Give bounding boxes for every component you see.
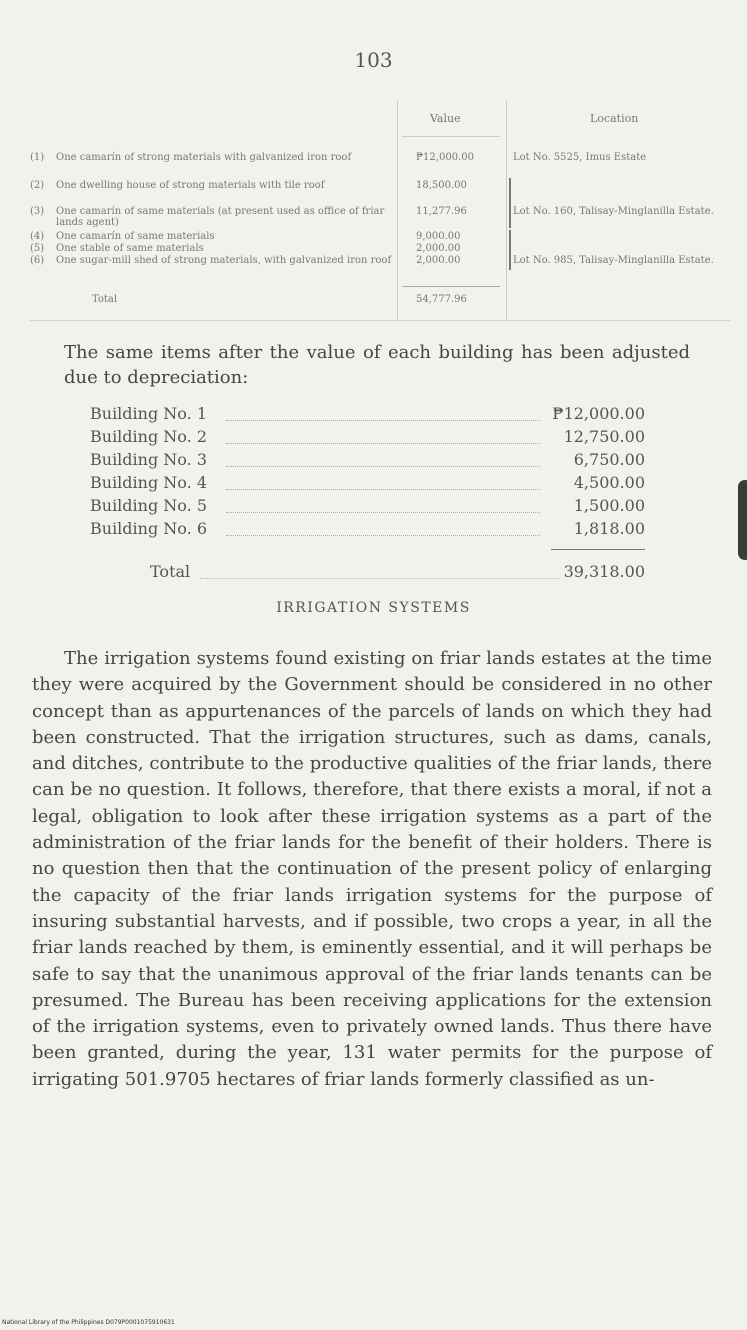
table-divider (506, 100, 507, 320)
row-location: Lot No. 160, Talisay-Minglanilla Estate. (513, 206, 714, 217)
building-amount: 1,500.00 (573, 496, 645, 515)
row-value: 2,000.00 (416, 255, 461, 266)
total-rule (402, 286, 500, 287)
buildings-total-amount: 39,318.00 (563, 562, 645, 581)
row-value: 11,277.96 (416, 206, 467, 217)
row-value: 18,500.00 (416, 180, 467, 191)
building-label: Building No. 4 (90, 473, 207, 492)
dot-leader (226, 466, 540, 467)
scan-footer: National Library of the Philippines D079P0001075910631 (2, 1319, 175, 1326)
row-value: 2,000.00 (416, 243, 461, 254)
row-number: (2) (30, 180, 45, 191)
row-value: 9,000.00 (416, 231, 461, 242)
row-location: Lot No. 5525, Imus Estate (513, 152, 647, 163)
dot-leader (226, 489, 540, 490)
building-row (90, 427, 645, 451)
row-number: (6) (30, 255, 45, 266)
body-paragraph: The irrigation systems found existing on friar lands estates at the time they were acquired by the Government should be considered in no other concept than as appurtenances of the parcels of lands on which they had been constructed. That the irrigation structures, such as dams, canals, and ditches, contribute to the productive qualities of the friar lands, there can be no question. It follows, therefore, that there exists a moral, if not a legal, obligation to look after these irrigation systems as a part of the administration of the friar lands for the benefit of their holders. There is no question then that the continuation of the present policy of enlarging the capacity of the friar lands irrigation systems for the purpose of insuring substantial harvests, and if possible, two crops a year, in all the friar lands reached by them, is eminently essential, and it will perhaps be safe to say that the unanimous approval of the friar lands tenants can be presumed. The Bureau has been receiving applications for the extension of the irrigation systems, even to privately owned lands. Thus there have been granted, during the year, 131 water permits for the purpose of irrigating 501.9705 hectares of friar lands formerly classified as un- (32, 648, 712, 1090)
buildings-total-row (150, 562, 645, 586)
row-description: One sugar-mill shed of strong materials, with galvanized iron roof (56, 255, 392, 266)
bracket (509, 178, 511, 228)
sum-rule (551, 549, 645, 550)
dot-leader (226, 512, 540, 513)
table-total-value: 54,777.96 (416, 294, 467, 305)
building-label: Building No. 1 (90, 404, 207, 423)
building-row (90, 473, 645, 497)
building-row (90, 519, 645, 543)
row-description: One camarín of same materials (at present used as office of friar lands agent) (56, 206, 385, 228)
building-amount: 1,818.00 (573, 519, 645, 538)
scan-artifact (738, 480, 747, 560)
building-amount: 12,750.00 (563, 427, 645, 446)
column-header-value: Value (430, 112, 461, 125)
row-number: (1) (30, 152, 45, 163)
building-row (90, 450, 645, 474)
building-row (90, 404, 645, 428)
building-amount: ₱12,000.00 (552, 404, 645, 423)
bracket (509, 230, 511, 270)
row-value: ₱12,000.00 (416, 152, 474, 163)
section-heading: IRRIGATION SYSTEMS (276, 600, 471, 616)
table-bottom-rule (30, 320, 730, 321)
building-row (90, 496, 645, 520)
dot-leader (226, 443, 540, 444)
dot-leader (200, 578, 560, 579)
building-amount: 4,500.00 (573, 473, 645, 492)
row-location: Lot No. 985, Talisay-Minglanilla Estate. (513, 255, 714, 266)
intro-text: The same items after the value of each building has been adjusted due to depreciation: (64, 342, 690, 388)
row-number: (5) (30, 243, 45, 254)
row-description: One camarín of same materials (56, 231, 215, 242)
building-label: Building No. 3 (90, 450, 207, 469)
table-total-label: Total (92, 294, 118, 305)
building-label: Building No. 2 (90, 427, 207, 446)
dot-leader (226, 420, 540, 421)
row-description: One camarín of strong materials with galvanized iron roof (56, 152, 352, 163)
page-number: 103 (354, 48, 393, 72)
column-header-location: Location (590, 112, 639, 125)
buildings-total-label: Total (150, 562, 191, 581)
header-rule (402, 136, 500, 137)
building-amount: 6,750.00 (573, 450, 645, 469)
building-label: Building No. 6 (90, 519, 207, 538)
row-number: (4) (30, 231, 45, 242)
row-description: One stable of same materials (56, 243, 204, 254)
table-divider (397, 100, 398, 320)
dot-leader (226, 535, 540, 536)
building-label: Building No. 5 (90, 496, 207, 515)
row-number: (3) (30, 206, 45, 217)
row-description: One dwelling house of strong materials with tile roof (56, 180, 325, 191)
